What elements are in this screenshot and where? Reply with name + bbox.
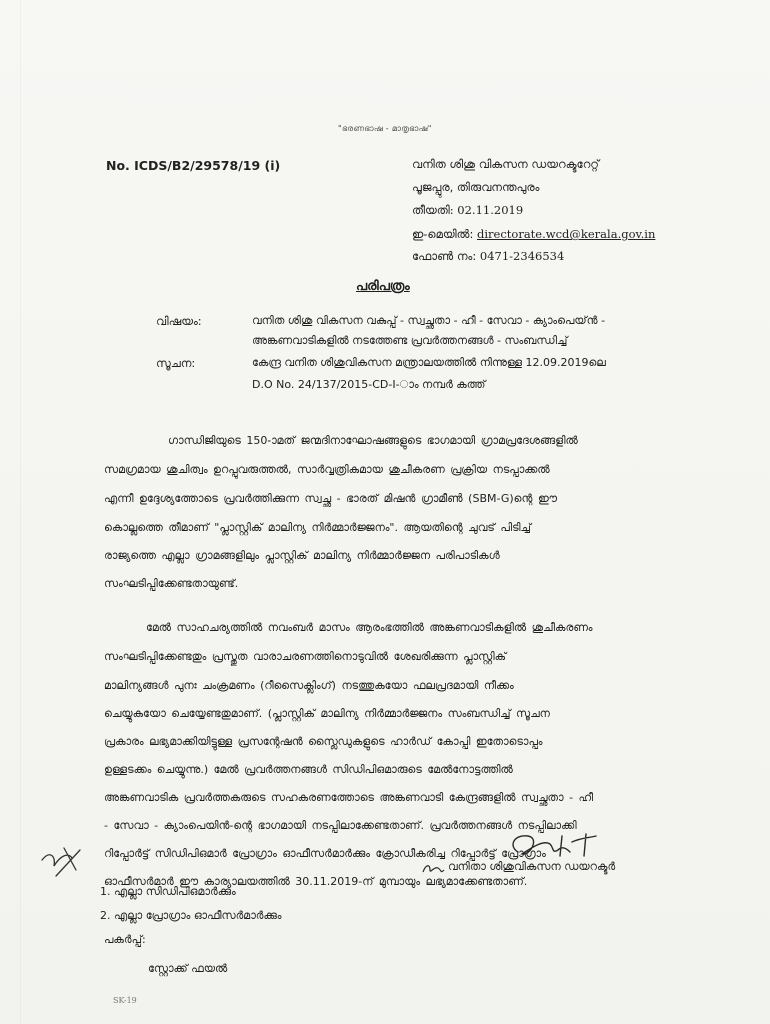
- subject-line: വനിത ശിശു വികസന വകുപ്പ് - സ്വച്ഛതാ - ഹീ - സേവാ - ക്യാംപെയ്ൻ -: [252, 314, 606, 327]
- phone-value: 0471-2346534: [479, 249, 565, 263]
- address-phone: [412, 249, 564, 264]
- paragraph-1-line: ഗാന്ധിജിയുടെ 150-ാമത് ജന്മദിനാഘോഷങ്ങളുടെ ഭാഗമായി ഗ്രാമപ്രദേശങ്ങളിൽ: [168, 434, 578, 447]
- paragraph-1-line: സമഗ്രമായ ശുചിത്വം ഉറപ്പുവരുത്തൽ, സാർവ്വത്രികമായ ശുചീകരണ പ്രക്രിയ നടപ്പാക്കൽ: [104, 463, 550, 476]
- paragraph-2-line: ഉള്ളടക്കം ചെയ്യുന്നു.) മേൽ പ്രവർത്തനങ്ങൾ സിഡിപിഒമാരുടെ മേൽനോട്ടത്തിൽ: [104, 763, 513, 776]
- paragraph-2-line: സംഘടിപ്പിക്കേണ്ടതും പ്രസ്തുത വാരാചരണത്തിനൊടുവിൽ ശേഖരിക്കുന്ന പ്ലാസ്റ്റിക്: [104, 650, 507, 663]
- copy-label: പകർപ്പ്:: [104, 933, 146, 946]
- address-place: പൂജപ്പുര, തിരുവനന്തപുരം: [412, 180, 540, 194]
- signatory-title: വനിതാ ശിശുവികസന ഡയറക്ടർ: [448, 860, 616, 873]
- stock-file: സ്റ്റോക്ക് ഫയൽ: [148, 962, 228, 975]
- paragraph-2-line: പ്രകാരം ലഭ്യമാക്കിയിട്ടുള്ള പ്രസന്റേഷൻ സ്ലൈഡുകളുടെ ഹാർഡ് കോപ്പി ഇതോടൊപ്പം: [104, 735, 543, 748]
- reference-number: No. ICDS/B2/29578/19 (i): [106, 158, 281, 173]
- subject-line: അങ്കണവാടികളിൽ നടത്തേണ്ട പ്രവർത്തനങ്ങൾ - സംബന്ധിച്ച്: [252, 334, 568, 347]
- paragraph-2-line: മേൽ സാഹചര്യത്തിൽ നവംബർ മാസം ആരംഭത്തിൽ അങ്കണവാടികളിൽ ശുചീകരണം: [146, 621, 593, 634]
- address-email: [412, 227, 655, 242]
- reference-label: സൂചന:: [156, 356, 196, 370]
- reference-line: D.O No. 24/137/2015-CD-I-ാം നമ്പർ കത്ത്: [252, 378, 486, 391]
- paragraph-2-line: - സേവാ - ക്യാംപെയിൻ-ന്റെ ഭാഗമായി നടപ്പിലാക്കേണ്ടതാണ്. പ്രവർത്തനങ്ങൾ നടപ്പിലാക്കി: [104, 819, 577, 832]
- footer-code: SK-19: [113, 996, 137, 1005]
- email-label: ഇ-മെയിൽ:: [412, 227, 477, 241]
- paragraph-2-line: ചെയ്യുകയോ ചെയ്യേണ്ടതുമാണ്. (പ്ലാസ്റ്റിക് മാലിന്യ നിർമ്മാർജ്ജനം സംബന്ധിച്ച് സൂചന: [104, 707, 550, 720]
- phone-label: ഫോൺ നം:: [412, 249, 480, 263]
- paragraph-2-line: റിപ്പോർട്ട് സിഡിപിഒമാർ പ്രോഗ്രാം ഓഫീസർമാർക്കും ക്രോഡീകരിച്ച റിപ്പോർട്ട് പ്രോഗ്രാം: [104, 847, 546, 860]
- reference-line: കേന്ദ്ര വനിത ശിശുവികസന മന്ത്രാലയത്തിൽ നിന്നുള്ള 12.09.2019ലെ: [252, 356, 606, 369]
- paragraph-2-line: ഓഫീസർമാർ ഈ കാര്യാലയത്തിൽ 30.11.2019-ന് മുമ്പായും ലഭ്യമാക്കേണ്ടതാണ്.: [104, 875, 528, 888]
- paragraph-1-line: രാജ്യത്തെ എല്ലാ ഗ്രാമങ്ങളിലും പ്ലാസ്റ്റിക് മാലിന്യ നിർമ്മാർജ്ജന പരിപാടികൾ: [104, 549, 500, 562]
- paragraph-1-line: സംഘടിപ്പിക്കേണ്ടതായുണ്ട്.: [104, 577, 239, 590]
- recipient-item: 2. എല്ലാ പ്രോഗ്രാം ഓഫീസർമാർക്കും: [100, 909, 282, 922]
- recipient-item: 1. എല്ലാ സിഡിപിഒമാർക്കും: [100, 885, 236, 898]
- paragraph-1-line: കൊല്ലത്തെ തീമാണ് "പ്ലാസ്റ്റിക് മാലിന്യ നിർമ്മാർജ്ജനം". ആയതിന്റെ ചുവട് പിടിച്ച്: [104, 521, 531, 534]
- email-link[interactable]: directorate.wcd@kerala.gov.in: [477, 227, 656, 241]
- paragraph-2-line: മാലിന്യങ്ങൾ പുനഃ ചംക്രമണം (റീസൈക്ലിംഗ്) നടത്തുകയോ ഫലപ്രദമായി നീക്കം: [104, 679, 514, 692]
- date-value: 02.11.2019: [457, 203, 524, 217]
- address-department: വനിത ശിശു വികസന ഡയറക്ടറേറ്റ്: [412, 157, 599, 171]
- paragraph-1-line: എന്നീ ഉദ്ദേശ്യത്തോടെ പ്രവർത്തിക്കുന്ന സ്വച്ഛ - ഭാരത് മിഷൻ ഗ്രാമീൺ (SBM-G)ന്റെ ഈ: [104, 492, 557, 505]
- signature-initial: [420, 858, 446, 878]
- margin-initial-mark: [36, 840, 92, 880]
- address-date: [412, 203, 523, 218]
- motto: "ഭരണഭാഷ - മാതൃഭാഷ": [338, 124, 432, 133]
- scan-edge: [20, 0, 21, 1024]
- subject-label: വിഷയം:: [156, 314, 202, 328]
- circular-heading: പരിപത്രം: [356, 279, 410, 294]
- date-label: തീയതി:: [412, 203, 458, 217]
- paragraph-2-line: അങ്കണവാടിക പ്രവർത്തകരുടെ സഹകരണത്തോടെ അങ്കണവാടി കേന്ദ്രങ്ങളിൽ സ്വച്ഛതാ - ഹീ: [104, 791, 594, 804]
